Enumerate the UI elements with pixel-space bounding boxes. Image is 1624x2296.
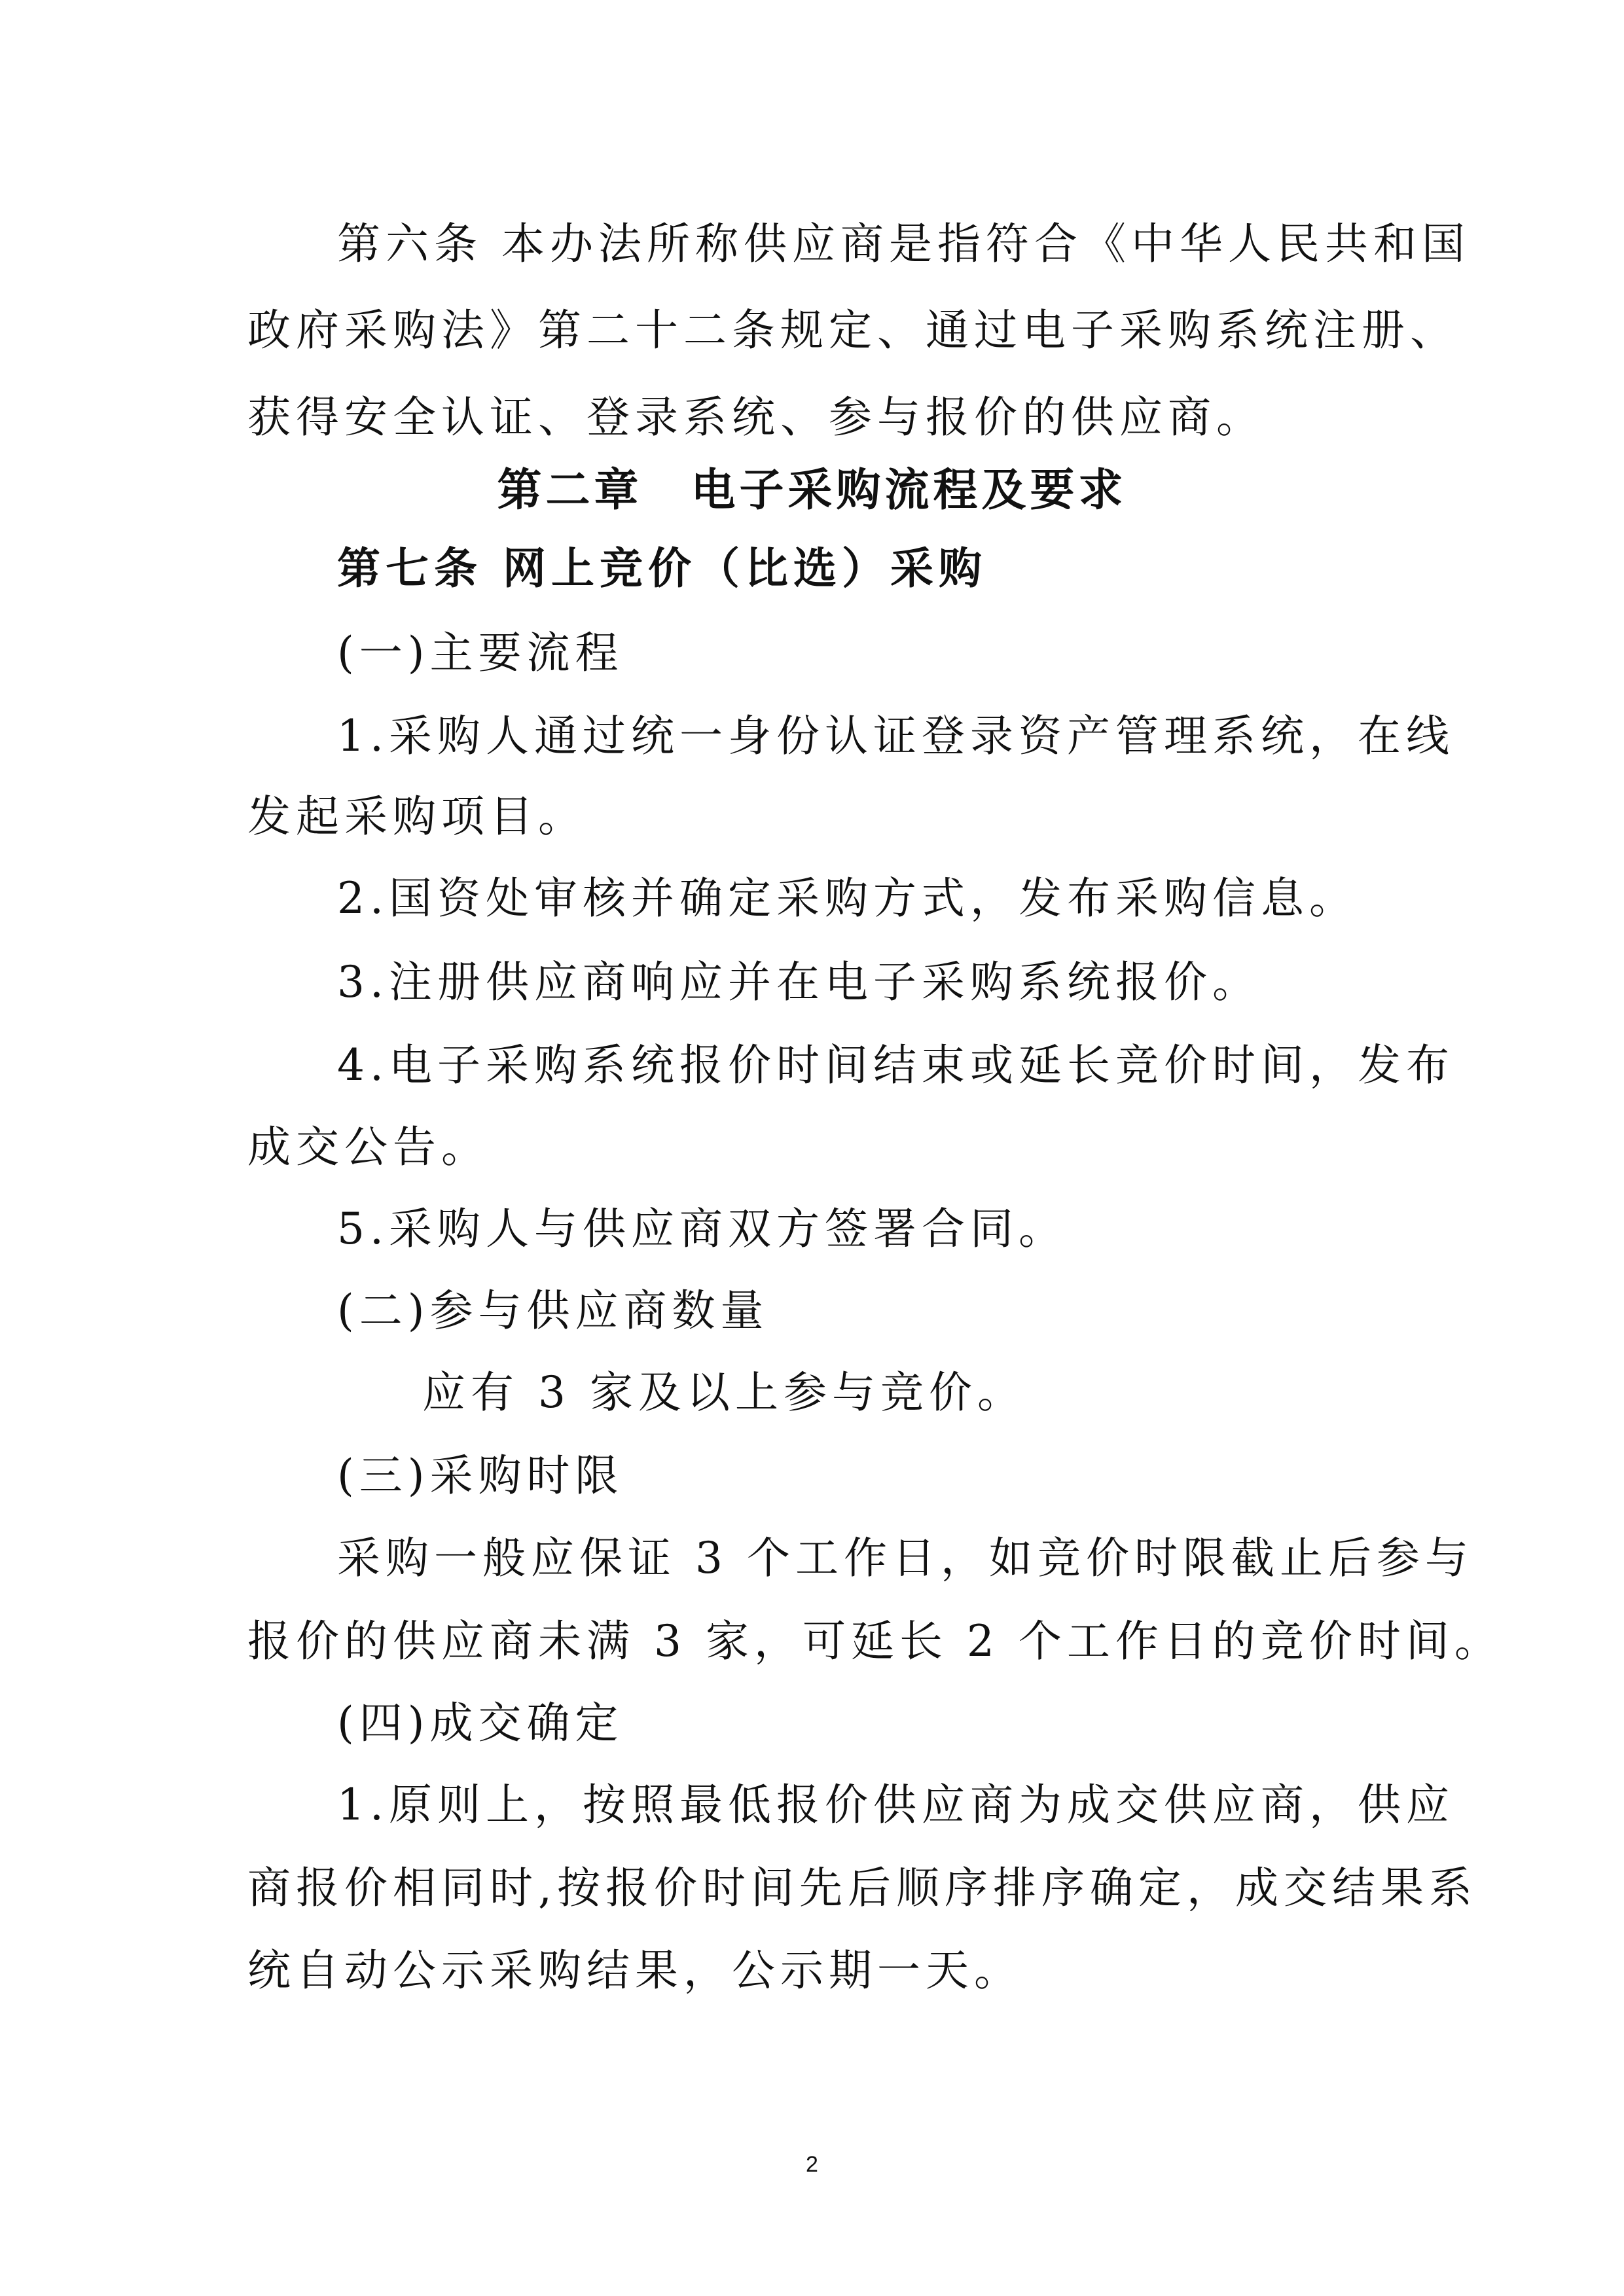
section-3-body-line-2: 报价的供应商未满 3 家，可延长 2 个工作日的竞价时间。 [247,1616,1503,1666]
section-4-title: (四)成交确定 [337,1698,624,1748]
article-7-title: 第七条 网上竞价（比选）采购 [337,543,987,594]
section-1-item-5: 5.采购人与供应商双方签署合同。 [337,1204,1067,1254]
section-1-item-2: 2.国资处审核并确定采购方式，发布采购信息。 [337,873,1358,924]
article-6-line-1: 第六条 本办法所称供应商是指符合《中华人民共和国 [337,219,1470,269]
section-1-item-1-line-1: 1.采购人通过统一身份认证登录资产管理系统，在线 [337,711,1454,761]
article-6-line-3: 获得安全认证、登录系统、参与报价的供应商。 [247,392,1265,442]
section-1-item-1-line-2: 发起采购项目。 [247,791,586,842]
page-number: 2 [806,2152,818,2177]
section-3-title: (三)采购时限 [337,1450,624,1501]
section-1-item-4-line-2: 成交公告。 [247,1122,490,1172]
section-3-body-line-1: 采购一般应保证 3 个工作日，如竞价时限截止后参与 [337,1533,1473,1583]
section-2-body: 应有 3 家及以上参与竞价。 [422,1367,1026,1418]
chapter-2-heading: 第二章 电子采购流程及要求 [497,464,1127,516]
article-6-line-2: 政府采购法》第二十二条规定、通过电子采购系统注册、 [247,305,1458,355]
section-4-item-1-line-2: 商报价相同时,按报价时间先后顺序排序确定，成交结果系 [247,1863,1477,1913]
section-1-item-4-line-1: 4.电子采购系统报价时间结束或延长竞价时间，发布 [337,1040,1454,1090]
section-2-title: (二)参与供应商数量 [337,1285,769,1336]
section-1-item-3: 3.注册供应商响应并在电子采购系统报价。 [337,957,1261,1007]
section-1-title: (一)主要流程 [337,628,624,678]
section-4-item-1-line-1: 1.原则上，按照最低报价供应商为成交供应商，供应 [337,1780,1454,1830]
section-4-item-1-line-3: 统自动公示采购结果，公示期一天。 [247,1945,1022,1996]
